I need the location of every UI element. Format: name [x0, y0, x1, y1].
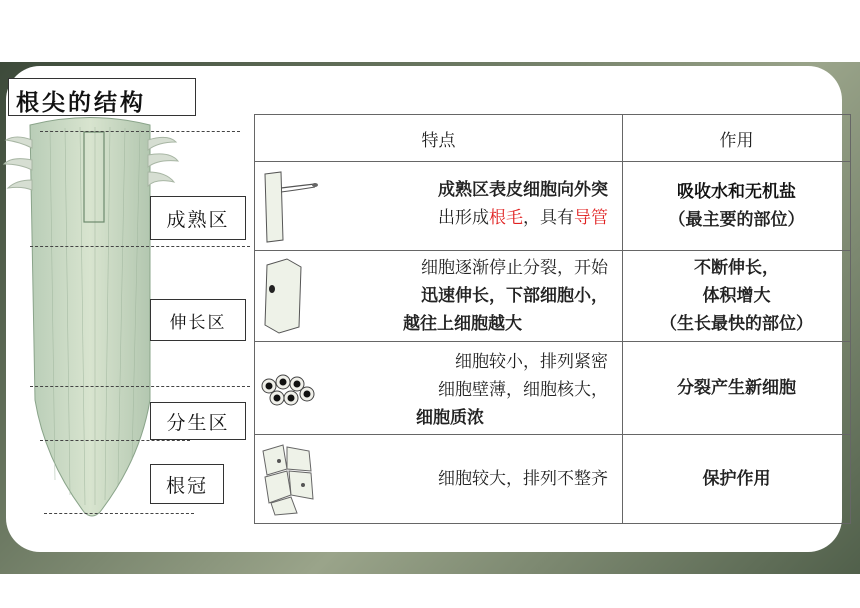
table-row — [255, 251, 851, 342]
zone-label-maturation: 成熟区 — [150, 196, 246, 240]
table-header-row — [255, 115, 851, 162]
zone-label-rootcap: 根冠 — [150, 464, 224, 504]
guide-line — [40, 131, 240, 132]
feature-line: 细胞较小，排列紧密 — [455, 352, 608, 372]
feature-line: 细胞质浓 — [416, 408, 484, 428]
guide-line — [30, 246, 250, 247]
header-role: 作用 — [623, 115, 851, 162]
feature-cell — [255, 435, 623, 524]
feature-line: 迅速伸长，下部细胞小， — [421, 286, 608, 306]
structure-table — [254, 114, 851, 524]
guide-line — [44, 513, 194, 514]
feature-line: 细胞壁薄，细胞核大， — [438, 380, 608, 400]
feature-cell — [255, 162, 623, 251]
role-cell — [623, 162, 851, 251]
header-feature: 特点 — [255, 115, 623, 162]
feature-highlight: 导管 — [574, 208, 608, 228]
feature-line: 成熟区表皮细胞向外突 — [438, 180, 608, 200]
table-row — [255, 342, 851, 435]
feature-text: ，具有 — [523, 208, 574, 228]
role-line: 吸收水和无机盐 — [677, 182, 796, 202]
table-row — [255, 162, 851, 251]
role-line: 分裂产生新细胞 — [677, 378, 796, 398]
guide-line — [40, 440, 190, 441]
zone-label-meristem: 分生区 — [150, 402, 246, 440]
feature-cell — [255, 251, 623, 342]
feature-line: 细胞较大，排列不整齐 — [438, 469, 608, 489]
page-title: 根尖的结构 — [16, 89, 146, 116]
role-line: （最主要的部位） — [668, 210, 805, 230]
role-line: 不断伸长， — [694, 258, 779, 278]
feature-line: 细胞逐渐停止分裂，开始 — [421, 258, 608, 278]
role-cell — [623, 342, 851, 435]
guide-line — [30, 386, 250, 387]
role-cell — [623, 251, 851, 342]
elongation-cell-icon — [257, 255, 317, 337]
role-line: （生长最快的部位） — [660, 314, 813, 334]
root-hair-cell-icon — [257, 166, 327, 246]
role-line: 保护作用 — [702, 469, 771, 489]
rootcap-cells-icon — [257, 441, 321, 517]
feature-line: 越往上细胞越大 — [403, 314, 522, 334]
zone-label-elongation: 伸长区 — [150, 299, 246, 341]
feature-cell — [255, 342, 623, 435]
feature-text: 出形成 — [438, 208, 489, 228]
meristem-cells-icon — [257, 370, 327, 410]
table-row — [255, 435, 851, 524]
feature-highlight: 根毛 — [489, 208, 523, 228]
role-line: 体积增大 — [702, 286, 771, 306]
role-cell — [623, 435, 851, 524]
